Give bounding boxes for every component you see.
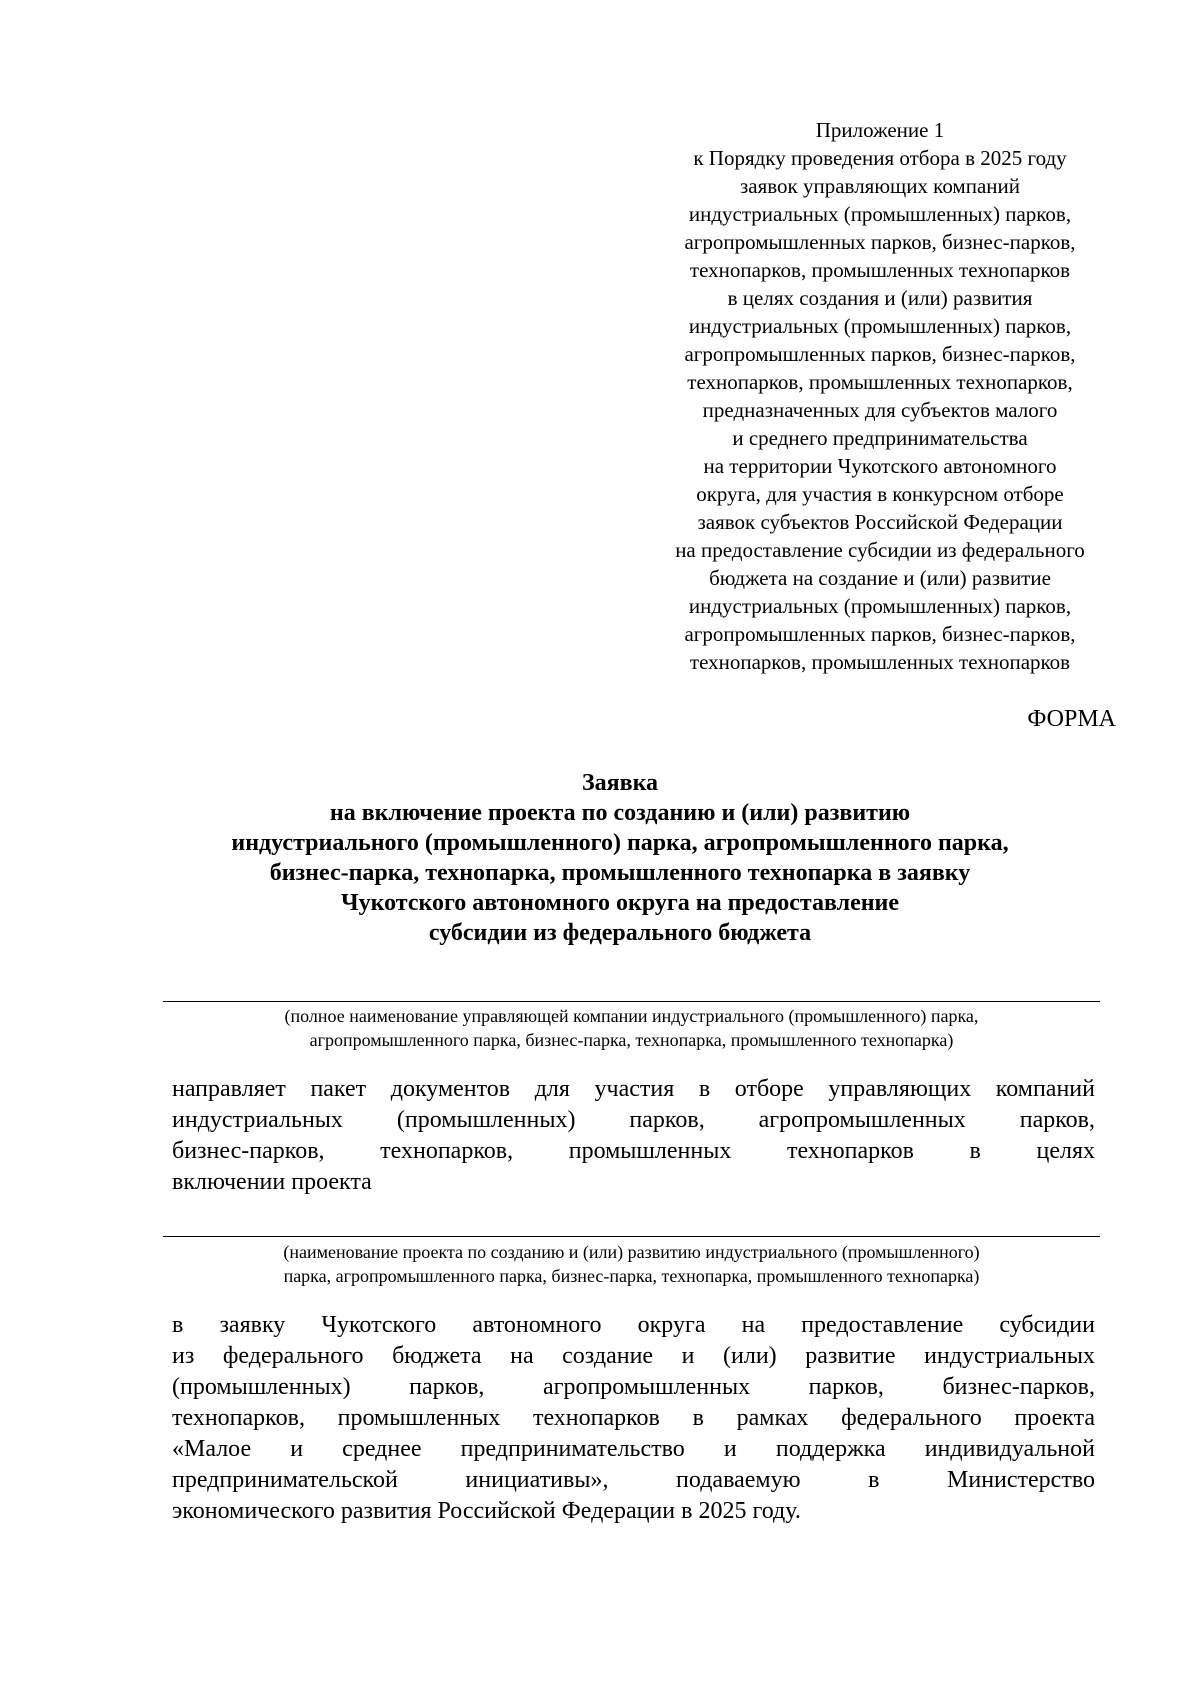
appendix-line: на территории Чукотского автономного — [703, 454, 1057, 478]
paragraph-line: предпринимательской инициативы», подаваемую в Министерство — [172, 1467, 1095, 1493]
paragraph-application — [172, 1310, 1095, 1527]
paragraph-line: направляет пакет документов для участия в отборе управляющих компаний — [172, 1076, 1095, 1102]
title-line: бизнес-парка, технопарка, промышленного технопарка в заявку — [269, 860, 971, 886]
paragraph-line: в заявку Чукотского автономного округа на предоставление субсидии — [172, 1312, 1095, 1338]
paragraph-line: технопарков, промышленных технопарков в рамках федерального проекта — [172, 1405, 1095, 1431]
appendix-line: и среднего предпринимательства — [732, 426, 1028, 450]
appendix-line: агропромышленных парков, бизнес-парков, — [684, 342, 1076, 366]
caption-line: агропромышленного парка, бизнес-парка, технопарка, промышленного технопарка) — [309, 1030, 954, 1050]
appendix-line: предназначенных для субъектов малого — [702, 398, 1058, 422]
appendix-line: технопарков, промышленных технопарков — [689, 258, 1071, 282]
company-name-fill-line — [163, 1001, 1100, 1002]
title-line: субсидии из федерального бюджета — [428, 920, 812, 946]
appendix-line: заявок управляющих компаний — [740, 174, 1020, 198]
document-title — [120, 768, 1120, 948]
appendix-line: Приложение 1 — [815, 118, 945, 142]
appendix-line: в целях создания и (или) развития — [727, 286, 1033, 310]
title-line: Заявка — [581, 770, 659, 796]
appendix-line: к Порядку проведения отбора в 2025 году — [693, 146, 1067, 170]
appendix-line: бюджета на создание и (или) развитие — [709, 566, 1051, 590]
appendix-line: заявок субъектов Российской Федерации — [697, 510, 1063, 534]
paragraph-line: бизнес-парков, технопарков, промышленных технопарков в целях — [172, 1138, 1095, 1164]
paragraph-line: включении проекта — [172, 1169, 372, 1195]
appendix-line: на предоставление субсидии из федерального — [675, 538, 1085, 562]
title-line: индустриального (промышленного) парка, агропромышленного парка, — [231, 830, 1009, 856]
caption-line: (наименование проекта по созданию и (или) развитию индустриального (промышленного) — [283, 1242, 980, 1262]
title-line: на включение проекта по созданию и (или) развитию — [329, 800, 911, 826]
paragraph-submission — [172, 1074, 1095, 1198]
project-name-caption — [163, 1240, 1100, 1288]
appendix-line: агропромышленных парков, бизнес-парков, — [684, 622, 1076, 646]
appendix-line: округа, для участия в конкурсном отборе — [696, 482, 1064, 506]
title-line: Чукотского автономного округа на предоставление — [340, 890, 900, 916]
appendix-line: индустриальных (промышленных) парков, — [688, 594, 1072, 618]
company-name-caption — [163, 1004, 1100, 1052]
caption-line: (полное наименование управляющей компании индустриального (промышленного) парка, — [284, 1006, 979, 1026]
caption-line: парка, агропромышленного парка, бизнес-парка, технопарка, промышленного технопарка) — [283, 1266, 980, 1286]
paragraph-line: индустриальных (промышленных) парков, агропромышленных парков, — [172, 1107, 1095, 1133]
paragraph-line: «Малое и среднее предпринимательство и поддержка индивидуальной — [172, 1436, 1095, 1462]
appendix-line: индустриальных (промышленных) парков, — [688, 202, 1072, 226]
appendix-line: технопарков, промышленных технопарков, — [687, 370, 1073, 394]
paragraph-line: из федерального бюджета на создание и (или) развитие индустриальных — [172, 1343, 1095, 1369]
appendix-note — [620, 116, 1140, 676]
appendix-line: технопарков, промышленных технопарков — [689, 650, 1071, 674]
paragraph-line: (промышленных) парков, агропромышленных парков, бизнес-парков, — [172, 1374, 1095, 1400]
appendix-line: индустриальных (промышленных) парков, — [688, 314, 1072, 338]
form-label: ФОРМА — [1027, 706, 1116, 732]
appendix-line: агропромышленных парков, бизнес-парков, — [684, 230, 1076, 254]
project-name-fill-line — [163, 1236, 1100, 1237]
paragraph-line: экономического развития Российской Федерации в 2025 году. — [172, 1498, 801, 1524]
